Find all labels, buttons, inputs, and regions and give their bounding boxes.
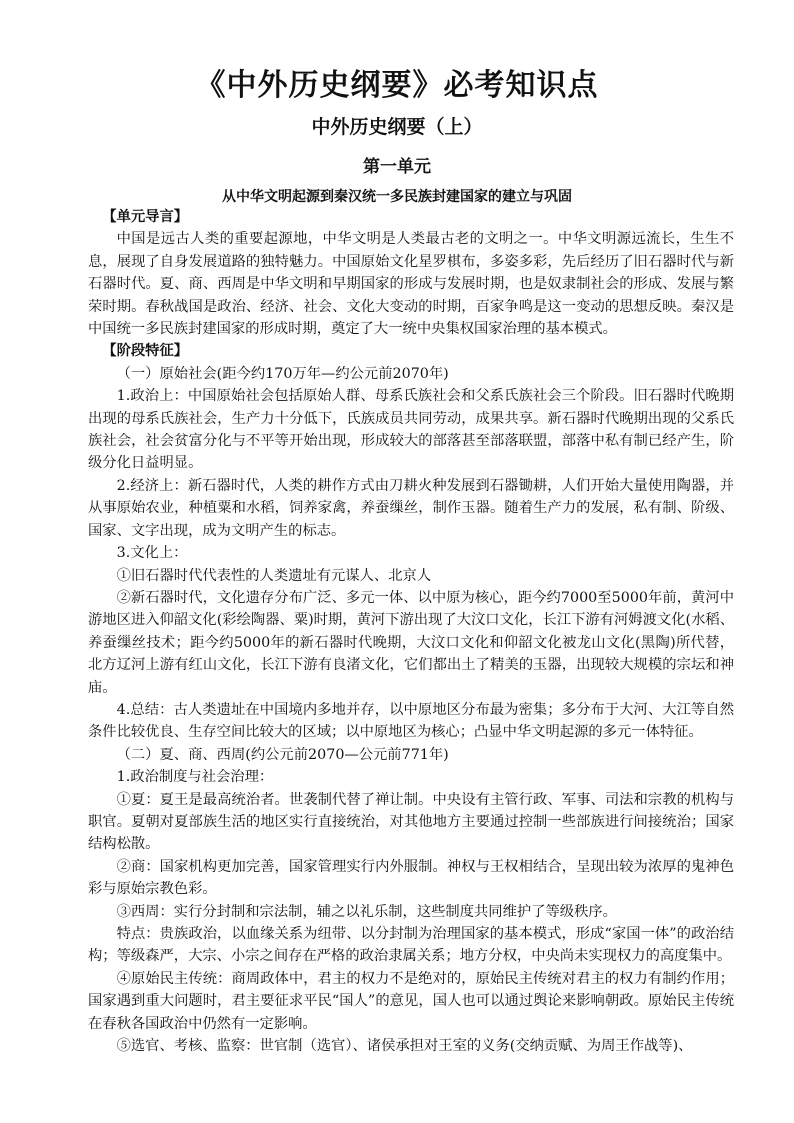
paragraph: 2.经济上：新石器时代，人类的耕作方式由刀耕火种发展到石器锄耕，人们开始大量使用陶器，并从事原始农业，种植粟和水稻，饲养家禽，养蚕缫丝，制作玉器。随着生产力的发展，私有制、阶级、国家、文字出现，成为文明产生的标志。: [88, 477, 734, 539]
paragraph: ②商：国家机构更加完善，国家管理实行内外服制。神权与王权相结合，呈现出较为浓厚的鬼神色彩与原始宗教色彩。: [88, 858, 734, 898]
paragraph: ③西周：实行分封制和宗法制，辅之以礼乐制，这些制度共同维护了等级秩序。: [116, 903, 617, 920]
paragraph: 1.政治制度与社会治理：: [116, 769, 274, 786]
paragraph: （二）夏、商、西周(约公元前2070—公元前771年): [116, 746, 449, 763]
unit-heading: 第一单元: [363, 157, 431, 177]
paragraph: ④原始民主传统：商周政体中，君主的权力不是绝对的，原始民主传统对君主的权力有制约作用；国家遇到重大问题时，君主要征求平民“国人”的意见，国人也可以通过舆论来影响朝政。原始民主传统在春秋各国政治中仍然有一定影响。: [88, 970, 734, 1032]
paragraph: ①旧石器时代代表性的人类遗址有元谋人、北京人: [116, 567, 432, 584]
paragraph: ①夏：夏王是最高统治者。世袭制代替了禅让制。中央设有主管行政、军事、司法和宗教的机构与职官。夏朝对夏部族生活的地区实行直接统治，对其他地方主要通过控制一些部族进行间接统治；国家结构松散。: [88, 791, 734, 853]
paragraph: 4.总结：古人类遗址在中国境内多地并存，以中原地区分布最为密集；多分布于大河、大江等自然条件比较优良、生存空间比较大的区域；以中原地区为核心；凸显中华文明起源的多元一体特征。: [88, 701, 734, 741]
paragraph: ⑤选官、考核、监察：世官制（选官）、诸侯承担对王室的义务(交纳贡赋、为周王作战等)、: [116, 1038, 693, 1055]
unit-subheading: 从中华文明起源到秦汉统一多民族封建国家的建立与巩固: [222, 189, 572, 205]
paragraph: 3.文化上：: [116, 545, 188, 562]
paragraph: 中国是远古人类的重要起源地，中华文明是人类最古老的文明之一。中华文明源远流长，生生不息，展现了自身发展道路的独特魅力。中国原始文化星罗棋布，多姿多彩，先后经历了旧石器时代与新石器时代。夏、商、西周是中华文明和早期国家的形成与发展时期，也是奴隶制社会的形成、发展与繁荣时期。春秋战国是政治、经济、社会、文化大变动的时期，百家争鸣是这一变动的思想反映。秦汉是中国统一多民族封建国家的形成时期，奠定了大一统中央集权国家治理的基本模式。: [88, 231, 734, 338]
paragraph: 1.政治上：中国原始社会包括原始人群、母系氏族社会和父系氏族社会三个阶段。旧石器时代晚期出现的母系氏族社会，生产力十分低下，氏族成员共同劳动，成果共享。新石器时代晚期出现的父系氏族社会，社会贫富分化与不平等开始出现，形成较大的部落甚至部落联盟，部落中私有制已经产生，阶级分化日益明显。: [88, 388, 734, 472]
document-title: 《中外历史纲要》必考知识点: [195, 68, 599, 103]
section-heading: 【阶段特征】: [102, 343, 189, 360]
paragraph: ②新石器时代，文化遗存分布广泛、多元一体、以中原为核心，距今约7000至5000年前，黄河中游地区进入仰韶文化(彩绘陶器、粟)时期，黄河下游出现了大汶口文化，长江下游有河姆渡文化(水稻、养蚕缫丝技术；距今约5000年的新石器时代晚期，大汶口文化和仰韶文化被龙山文化(黑陶)所代替，北方辽河上游有红山文化，长江下游有良渚文化，它们都出土了精美的玉器，出现较大规模的宗坛和神庙。: [88, 589, 734, 696]
paragraph: （一）原始社会(距今约170万年—约公元前2070年): [116, 365, 449, 382]
paragraph: 特点：贵族政治，以血缘关系为纽带、以分封制为治理国家的基本模式，形成“家国一体”的政治结构；等级森严，大宗、小宗之间存在严格的政治隶属关系；地方分权，中央尚未实现权力的高度集中。: [88, 926, 734, 965]
document-body: [88, 206, 734, 1057]
section-heading: 【单元导言】: [102, 209, 189, 225]
document-subtitle: 中外历史纲要（上）: [311, 116, 483, 138]
